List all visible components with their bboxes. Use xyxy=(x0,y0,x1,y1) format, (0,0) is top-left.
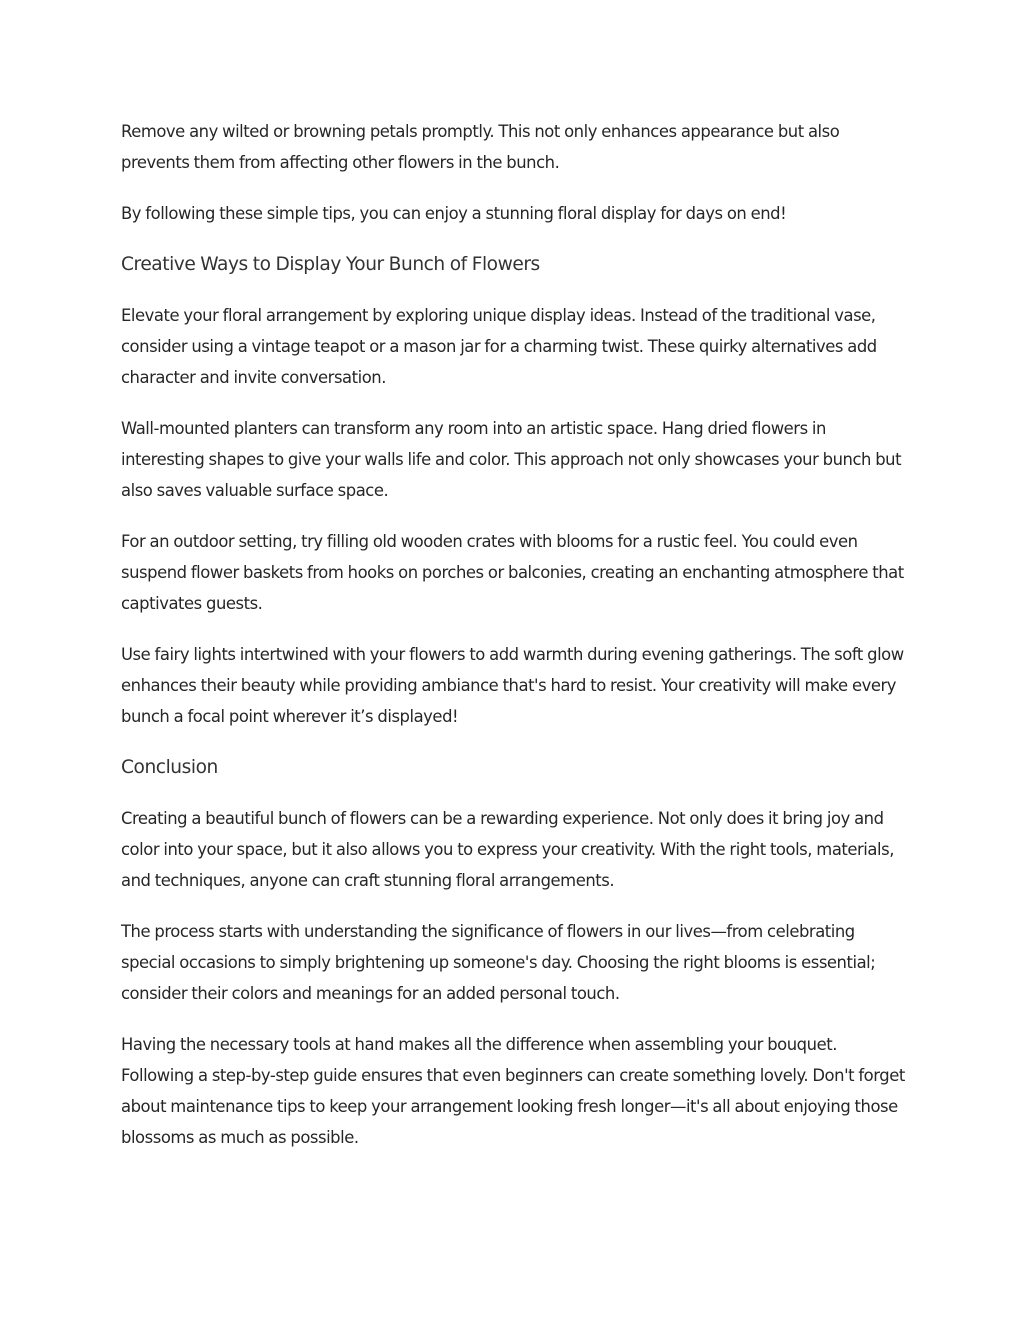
paragraph-rewarding-experience: Creating a beautiful bunch of flowers can be a rewarding experience. Not only does it bring joy and color into your space, but it also allows you to express your creativity. With the right tools, materials, and techniques, anyone can craft stunning floral arrangements. xyxy=(121,809,894,890)
paragraph-necessary-tools: Having the necessary tools at hand makes all the difference when assembling your bouquet. Following a step-by-step guide ensures that even beginners can create something lovely. Don't forget about maintenance tips to keep your arrangement looking fresh longer—it's all about enjoying those blossoms as much as possible. xyxy=(121,1035,905,1147)
document-page xyxy=(121,116,906,1173)
paragraph-outdoor-setting: For an outdoor setting, try filling old wooden crates with blooms for a rustic feel. You could even suspend flower baskets from hooks on porches or balconies, creating an enchanting atmosphere that captivates guests. xyxy=(121,532,904,613)
paragraph-simple-tips: By following these simple tips, you can enjoy a stunning floral display for days on end! xyxy=(121,204,787,223)
paragraph-wall-mounted: Wall-mounted planters can transform any room into an artistic space. Hang dried flowers in interesting shapes to give your walls life and color. This approach not only showcases your bunch but also saves valuable surface space. xyxy=(121,419,902,500)
paragraph-elevate-arrangement: Elevate your floral arrangement by exploring unique display ideas. Instead of the traditional vase, consider using a vintage teapot or a mason jar for a charming twist. These quirky alternatives add character and invite conversation. xyxy=(121,306,877,387)
paragraph-process-starts: The process starts with understanding the significance of flowers in our lives—from celebrating special occasions to simply brightening up someone's day. Choosing the right blooms is essential; consider their colors and meanings for an added personal touch. xyxy=(121,922,876,1003)
paragraph-fairy-lights: Use fairy lights intertwined with your flowers to add warmth during evening gatherings. The soft glow enhances their beauty while providing ambiance that's hard to resist. Your creativity will make every bunch a focal point wherever it’s displayed! xyxy=(121,645,904,726)
heading-conclusion: Conclusion xyxy=(121,757,218,778)
paragraph-remove-wilted: Remove any wilted or browning petals promptly. This not only enhances appearance but also prevents them from affecting other flowers in the bunch. xyxy=(121,122,840,172)
heading-creative-ways: Creative Ways to Display Your Bunch of Flowers xyxy=(121,254,540,275)
